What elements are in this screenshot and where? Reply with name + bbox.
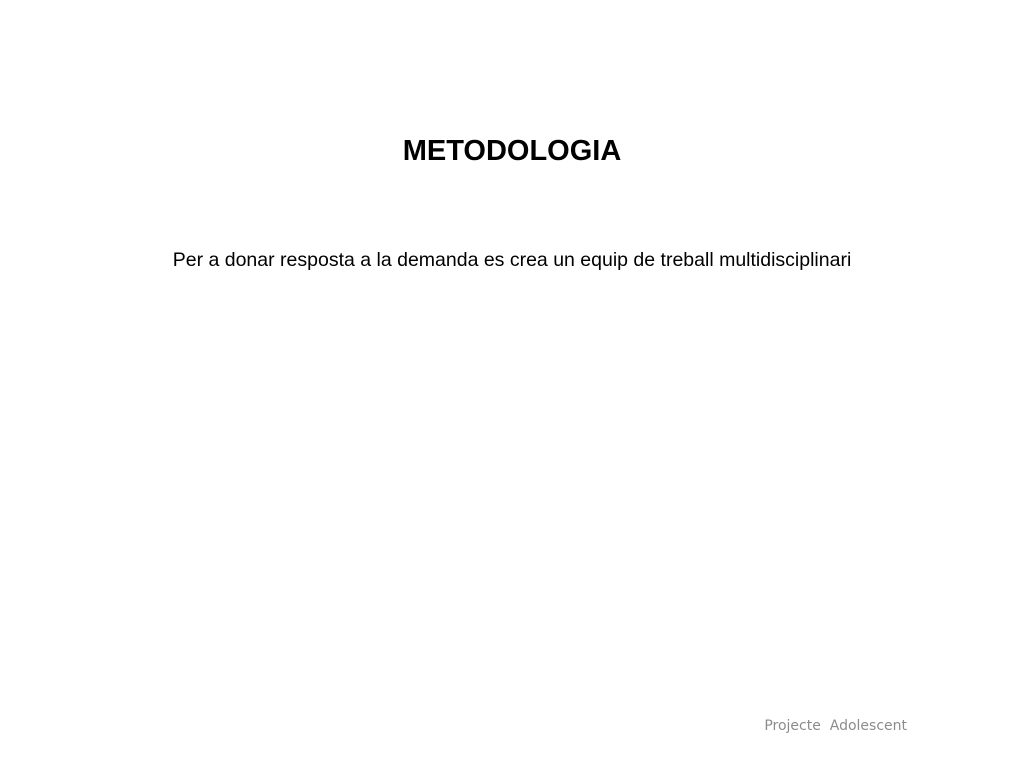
slide-body-text: Per a donar resposta a la demanda es crea un equip de treball multidisciplinari (172, 249, 852, 271)
slide-footer: Projecte Adolescent (764, 718, 907, 734)
slide-title: METODOLOGIA (402, 135, 622, 167)
